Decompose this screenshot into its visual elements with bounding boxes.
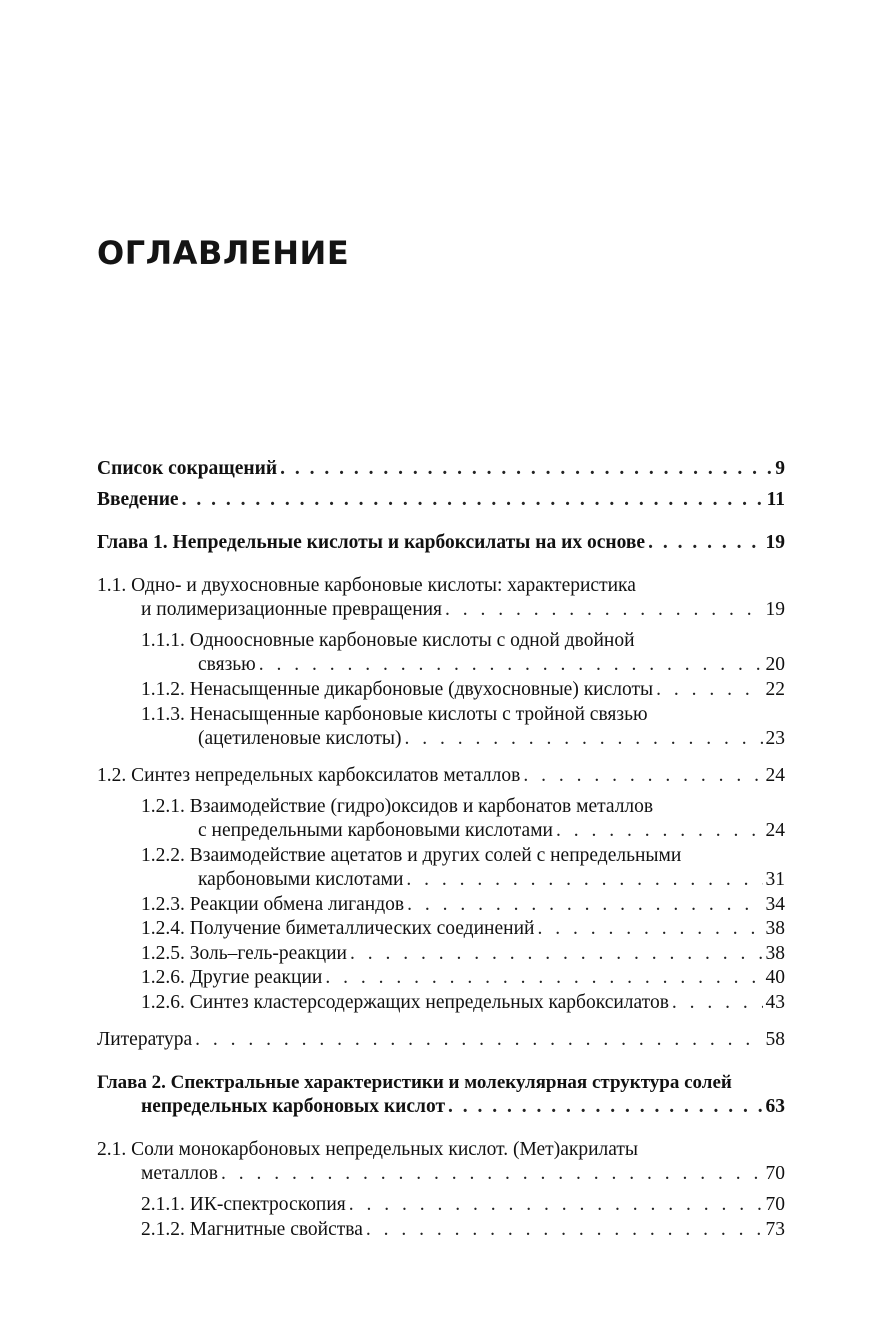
toc-entry-first-line: 2.1. Соли монокарбоновых непредельных кислот. (Мет)акрилаты <box>97 1139 639 1160</box>
toc-entry <box>97 1028 785 1052</box>
dot-leader <box>259 653 763 677</box>
dot-leader <box>656 678 762 702</box>
toc-entry-title: Список сокращений <box>97 458 278 479</box>
toc-entry-title: металлов <box>141 1163 219 1184</box>
toc-page-number: 70 <box>765 1194 785 1215</box>
dot-leader <box>325 966 762 990</box>
toc-entry <box>141 991 785 1015</box>
toc-entry-title: Глава 1. Непредельные кислоты и карбоксилаты на их основе <box>97 532 646 553</box>
toc-entry <box>141 942 785 966</box>
dot-leader <box>366 1218 763 1242</box>
toc-entry-title: связью <box>198 654 256 675</box>
toc-entry-first-line: 1.1.3. Ненасыщенные карбоновые кислоты с тройной связью <box>141 704 648 725</box>
toc-entry-first-line: 1.2.2. Взаимодействие ацетатов и других солей с непредельными <box>141 845 682 866</box>
dot-leader <box>448 1095 762 1119</box>
dot-leader <box>350 942 763 966</box>
toc-page-number: 24 <box>765 820 785 841</box>
toc-entry <box>198 727 785 751</box>
toc-entry <box>198 819 785 843</box>
toc-entry-title: 1.2.3. Реакции обмена лигандов <box>141 894 405 915</box>
dot-leader <box>182 488 764 512</box>
toc-page-number: 38 <box>765 918 785 939</box>
toc-page-number: 58 <box>765 1029 785 1050</box>
dot-leader <box>445 598 762 622</box>
toc-entry-first-line: 1.1.1. Одноосновные карбоновые кислоты с одной двойной <box>141 630 635 651</box>
toc-page-number: 73 <box>765 1219 785 1240</box>
toc-entry <box>141 966 785 990</box>
toc-entry <box>141 1218 785 1242</box>
toc-entry-title: 1.2.5. Золь–гель-реакции <box>141 943 347 964</box>
dot-leader <box>405 727 763 751</box>
toc-entry-title: 2.1.2. Магнитные свойства <box>141 1219 363 1240</box>
toc-page-number: 24 <box>765 765 785 786</box>
toc-entry-title: 1.2.6. Другие реакции <box>141 967 323 988</box>
dot-leader <box>195 1028 762 1052</box>
toc-page-number: 63 <box>765 1096 785 1117</box>
toc-page-number: 70 <box>765 1163 785 1184</box>
toc-entry-title: (ацетиленовые кислоты) <box>198 728 402 749</box>
toc-page-number: 11 <box>766 489 785 510</box>
toc-entry-title: с непредельными карбоновыми кислотами <box>198 820 553 841</box>
toc-entry <box>141 1193 785 1217</box>
dot-leader <box>523 764 762 788</box>
dot-leader <box>221 1162 762 1186</box>
toc-page-number: 19 <box>765 532 785 553</box>
toc-page-number: 43 <box>765 992 785 1013</box>
toc-entry <box>141 893 785 917</box>
toc-entry-title: карбоновыми кислотами <box>198 869 404 890</box>
toc-entry-first-line: 1.2.1. Взаимодействие (гидро)оксидов и карбонатов металлов <box>141 796 654 817</box>
toc-entry-title: и полимеризационные превращения <box>141 599 443 620</box>
toc-page-number: 40 <box>765 967 785 988</box>
toc-entry-first-line: Глава 2. Спектральные характеристики и молекулярная структура солей <box>97 1072 732 1093</box>
toc-entry <box>97 457 785 481</box>
toc-page-number: 34 <box>765 894 785 915</box>
toc-entry <box>141 598 785 622</box>
toc-entry <box>97 531 785 555</box>
toc-entry <box>97 764 785 788</box>
toc-entry-title: 1.2.6. Синтез кластерсодержащих непредельных карбоксилатов <box>141 992 669 1013</box>
toc-entry-title: 1.1.2. Ненасыщенные дикарбоновые (двухосновные) кислоты <box>141 679 654 700</box>
toc-entry <box>97 488 785 512</box>
toc-entry-first-line: 1.1. Одно- и двухосновные карбоновые кислоты: характеристика <box>97 575 636 596</box>
toc-page-number: 19 <box>765 599 785 620</box>
toc-page-number: 22 <box>765 679 785 700</box>
toc-page-number: 38 <box>765 943 785 964</box>
toc-entry-title: 2.1.1. ИК-спектроскопия <box>141 1194 346 1215</box>
dot-leader <box>407 893 762 917</box>
dot-leader <box>672 991 763 1015</box>
toc-entry-title: Литература <box>97 1029 193 1050</box>
dot-leader <box>349 1193 763 1217</box>
toc-entry <box>141 1162 785 1186</box>
dot-leader <box>406 868 762 892</box>
toc-entry <box>198 868 785 892</box>
toc-page-number: 31 <box>765 869 785 890</box>
toc-entry <box>141 1095 785 1119</box>
toc-entry-title: 1.2.4. Получение биметаллических соединений <box>141 918 535 939</box>
dot-leader <box>556 819 763 843</box>
page-title: ОГЛАВЛЕНИЕ <box>97 234 350 272</box>
dot-leader <box>648 531 762 555</box>
toc-entry <box>141 678 785 702</box>
toc-page-number: 9 <box>775 458 785 479</box>
toc-entry-title: Введение <box>97 489 179 510</box>
toc-entry-title: 1.2. Синтез непредельных карбоксилатов металлов <box>97 765 521 786</box>
dot-leader <box>537 917 762 941</box>
toc-entry <box>198 653 785 677</box>
toc-entry <box>141 917 785 941</box>
toc-page-number: 20 <box>765 654 785 675</box>
toc-page-number: 23 <box>765 728 785 749</box>
dot-leader <box>280 457 772 481</box>
toc-entry-title: непредельных карбоновых кислот <box>141 1096 446 1117</box>
